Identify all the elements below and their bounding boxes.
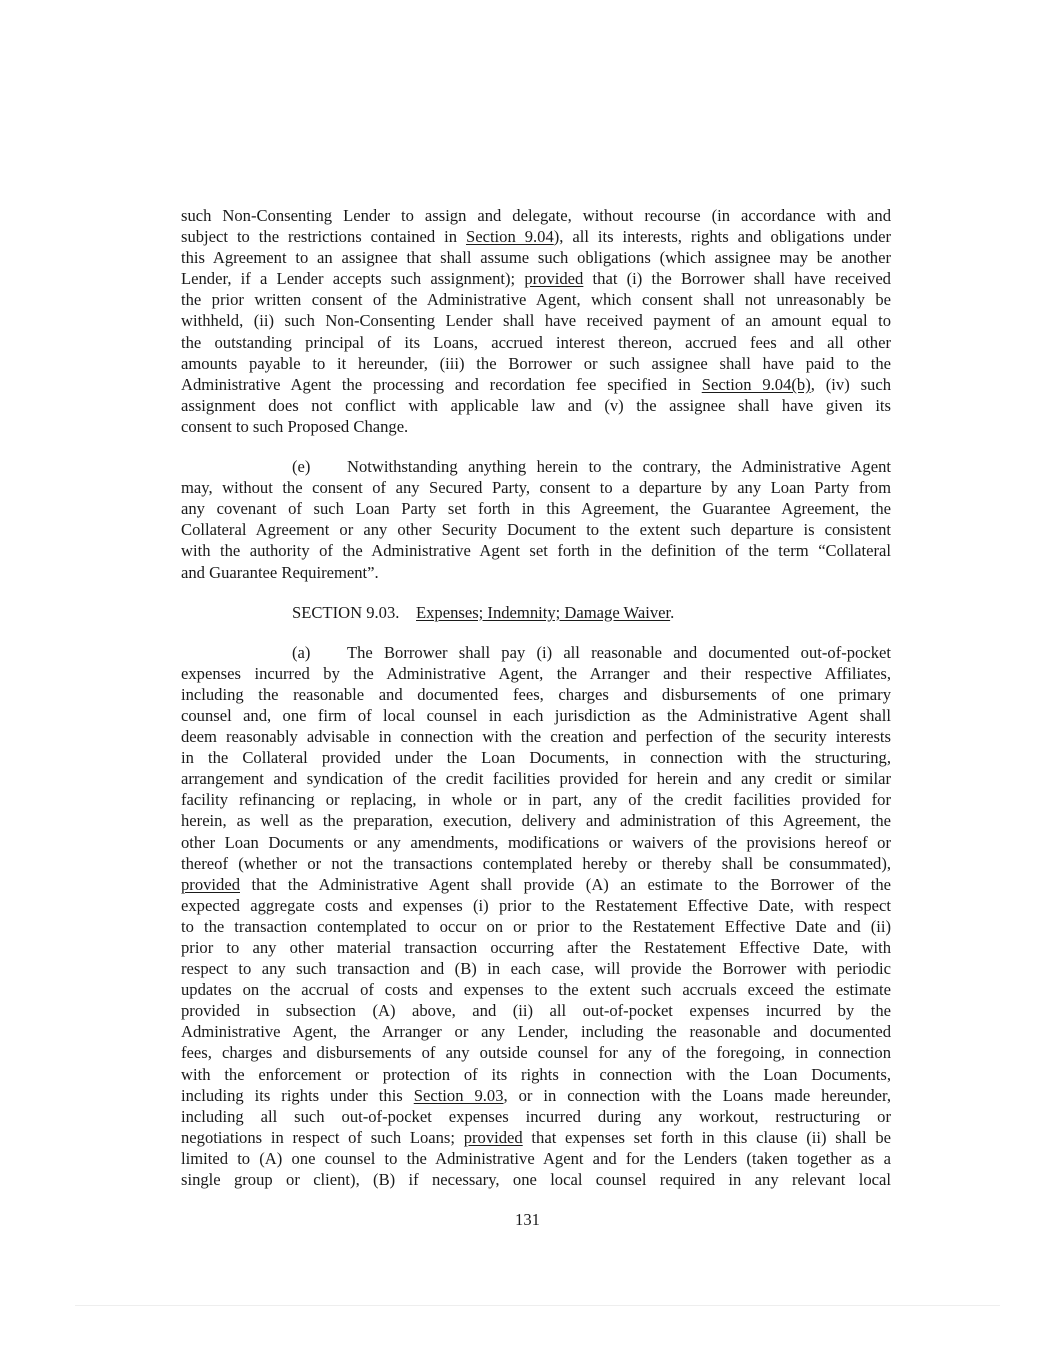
text-segment: Administrative Agent the processing and recordation fee specified in — [181, 374, 702, 394]
text-segment: in the Collateral provided under the Loan Documents, in connection with the structuring, — [181, 748, 891, 768]
text-line — [181, 602, 891, 623]
text-segment: . — [670, 602, 675, 622]
text-line — [181, 916, 891, 937]
text-line — [181, 1000, 891, 1021]
text-line — [181, 768, 891, 789]
text-segment: provided in subsection (A) above, and (ii) all out-of-pocket expenses incurred by the — [181, 1001, 891, 1021]
underlined-reference: provided — [524, 269, 584, 289]
text-segment: arrangement and syndication of the credit facilities provided for herein and any credit or similar — [181, 769, 891, 789]
text-segment: respect to any such transaction and (B) in each case, will provide the Borrower with periodic — [181, 959, 891, 979]
text-segment: facility refinancing or replacing, in whole or in part, any of the credit facilities provided for — [181, 790, 891, 810]
text-segment: the outstanding principal of its Loans, accrued interest thereon, accrued fees and all other — [181, 332, 891, 352]
text-line — [181, 289, 891, 310]
text-segment: that the Administrative Agent shall provide (A) an estimate to the Borrower of the — [240, 874, 891, 894]
text-segment: any covenant of such Loan Party set forth in this Agreement, the Guarantee Agreement, the — [181, 499, 891, 519]
text-segment: Lender, if a Lender accepts such assignment); — [181, 269, 525, 289]
text-line — [181, 726, 891, 747]
paragraph — [181, 642, 891, 1190]
text-segment: Collateral Agreement or any other Security Document to the extent such departure is consistent — [181, 520, 891, 540]
text-segment: Administrative Agent, the Arranger or any Lender, including the reasonable and documented — [181, 1022, 891, 1042]
underlined-reference: Section 9.03 — [413, 1085, 504, 1105]
document-body — [181, 205, 891, 1190]
text-segment: with the authority of the Administrative Agent set forth in the definition of the term “Collateral — [181, 541, 891, 561]
text-segment: negotiations in respect of such Loans; — [181, 1127, 464, 1147]
text-segment: herein, as well as the preparation, execution, delivery and administration of this Agreement, the — [181, 811, 891, 831]
text-line — [181, 684, 891, 705]
text-line — [181, 395, 891, 416]
text-line — [181, 268, 891, 289]
text-line — [181, 1127, 891, 1148]
text-line — [181, 1148, 891, 1169]
paragraph-label: (a) — [292, 642, 311, 662]
text-line — [181, 810, 891, 831]
text-segment: counsel and, one firm of local counsel in each jurisdiction as the Administrative Agent shall — [181, 705, 891, 725]
text-line — [181, 642, 891, 663]
text-segment: consent to such Proposed Change. — [181, 416, 409, 436]
text-segment: updates on the accrual of costs and expenses to the extent such accruals exceed the estimate — [181, 980, 891, 1000]
text-line — [181, 1021, 891, 1042]
text-line — [181, 979, 891, 1000]
text-segment: limited to (A) one counsel to the Administrative Agent and for the Lenders (taken together as a — [181, 1148, 891, 1168]
text-segment: withheld, (ii) such Non-Consenting Lender shall have received payment of an amount equal to — [181, 311, 891, 331]
underlined-reference: Section 9.04(b) — [701, 374, 811, 394]
text-segment: ), all its interests, rights and obligations under — [553, 227, 892, 247]
text-line — [181, 519, 891, 540]
text-segment: other Loan Documents or any amendments, modifications or waivers of the provisions hereof or — [181, 832, 891, 852]
text-segment: expenses incurred by the Administrative Agent, the Arranger and their respective Affiliates, — [181, 663, 891, 683]
text-line — [181, 310, 891, 331]
underlined-reference: provided — [181, 874, 240, 894]
text-line — [181, 937, 891, 958]
text-line — [181, 789, 891, 810]
text-segment: single group or client), (B) if necessary, one local counsel required in any relevant local — [181, 1170, 891, 1190]
text-line — [181, 958, 891, 979]
text-line — [181, 1169, 891, 1190]
underlined-reference: Expenses; Indemnity; Damage Waiver — [416, 602, 671, 622]
paragraph-label: (e) — [292, 457, 311, 477]
text-segment: including all such out-of-pocket expenses incurred during any workout, restructuring or — [181, 1106, 891, 1126]
section-heading — [181, 602, 891, 623]
text-segment: , (iv) such — [810, 374, 891, 394]
text-line — [181, 562, 891, 583]
text-segment: deem reasonably advisable in connection with the creation and perfection of the security interests — [181, 727, 891, 747]
text-segment: SECTION 9.03. — [292, 602, 416, 622]
text-line — [181, 1085, 891, 1106]
text-segment: that (i) the Borrower shall have received — [583, 269, 891, 289]
text-line — [181, 874, 891, 895]
text-line — [181, 226, 891, 247]
page-divider — [75, 1305, 1000, 1306]
text-segment: such Non-Consenting Lender to assign and delegate, without recourse (in accordance with and — [181, 206, 891, 225]
text-line — [181, 374, 891, 395]
text-segment: to the transaction contemplated to occur on or prior to the Restatement Effective Date and (ii) — [181, 916, 891, 936]
text-segment: , or in connection with the Loans made hereunder, — [503, 1085, 891, 1105]
text-line — [181, 247, 891, 268]
text-segment: this Agreement to an assignee that shall assume such obligations (which assignee may be another — [181, 248, 891, 268]
text-line — [181, 332, 891, 353]
text-line — [181, 205, 891, 226]
text-segment: and Guarantee Requirement”. — [181, 562, 379, 582]
text-segment: the prior written consent of the Administrative Agent, which consent shall not unreasonably be — [181, 290, 891, 310]
text-line — [181, 1064, 891, 1085]
text-line — [181, 456, 891, 477]
paragraph — [181, 205, 891, 437]
text-segment: thereof (whether or not the transactions contemplated hereby or thereby shall be consummated), — [181, 853, 891, 873]
text-segment: amounts payable to it hereunder, (iii) the Borrower or such assignee shall have paid to the — [181, 353, 891, 373]
text-segment: may, without the consent of any Secured Party, consent to a departure by any Loan Party from — [181, 478, 891, 498]
text-segment: fees, charges and disbursements of any outside counsel for any of the foregoing, in connection — [181, 1043, 891, 1063]
text-segment: including its rights under this — [181, 1085, 414, 1105]
text-segment: that expenses set forth in this clause (ii) shall be — [522, 1127, 891, 1147]
text-segment: prior to any other material transaction occurring after the Restatement Effective Date, with — [181, 938, 891, 957]
text-line — [181, 1106, 891, 1127]
text-segment: expected aggregate costs and expenses (i) prior to the Restatement Effective Date, with respect — [181, 895, 891, 915]
page-number: 131 — [515, 1210, 540, 1229]
text-line — [181, 353, 891, 374]
text-line — [181, 832, 891, 853]
paragraph — [181, 456, 891, 583]
text-segment: subject to the restrictions contained in — [181, 227, 466, 247]
text-line — [181, 416, 891, 437]
text-line — [181, 477, 891, 498]
text-segment: with the enforcement or protection of its rights in connection with the Loan Documents, — [181, 1064, 891, 1084]
text-segment: The Borrower shall pay (i) all reasonable and documented out-of-pocket — [347, 642, 891, 662]
text-line — [181, 705, 891, 726]
text-line — [181, 1042, 891, 1063]
text-line — [181, 540, 891, 561]
underlined-reference: Section 9.04 — [465, 227, 554, 247]
text-line — [181, 895, 891, 916]
text-segment: Notwithstanding anything herein to the contrary, the Administrative Agent — [347, 457, 891, 477]
text-segment: assignment does not conflict with applicable law and (v) the assignee shall have given its — [181, 395, 891, 415]
text-line — [181, 853, 891, 874]
text-line — [181, 663, 891, 684]
underlined-reference: provided — [463, 1127, 523, 1147]
text-segment: including the reasonable and documented fees, charges and disbursements of one primary — [181, 684, 891, 704]
text-line — [181, 498, 891, 519]
text-line — [181, 747, 891, 768]
